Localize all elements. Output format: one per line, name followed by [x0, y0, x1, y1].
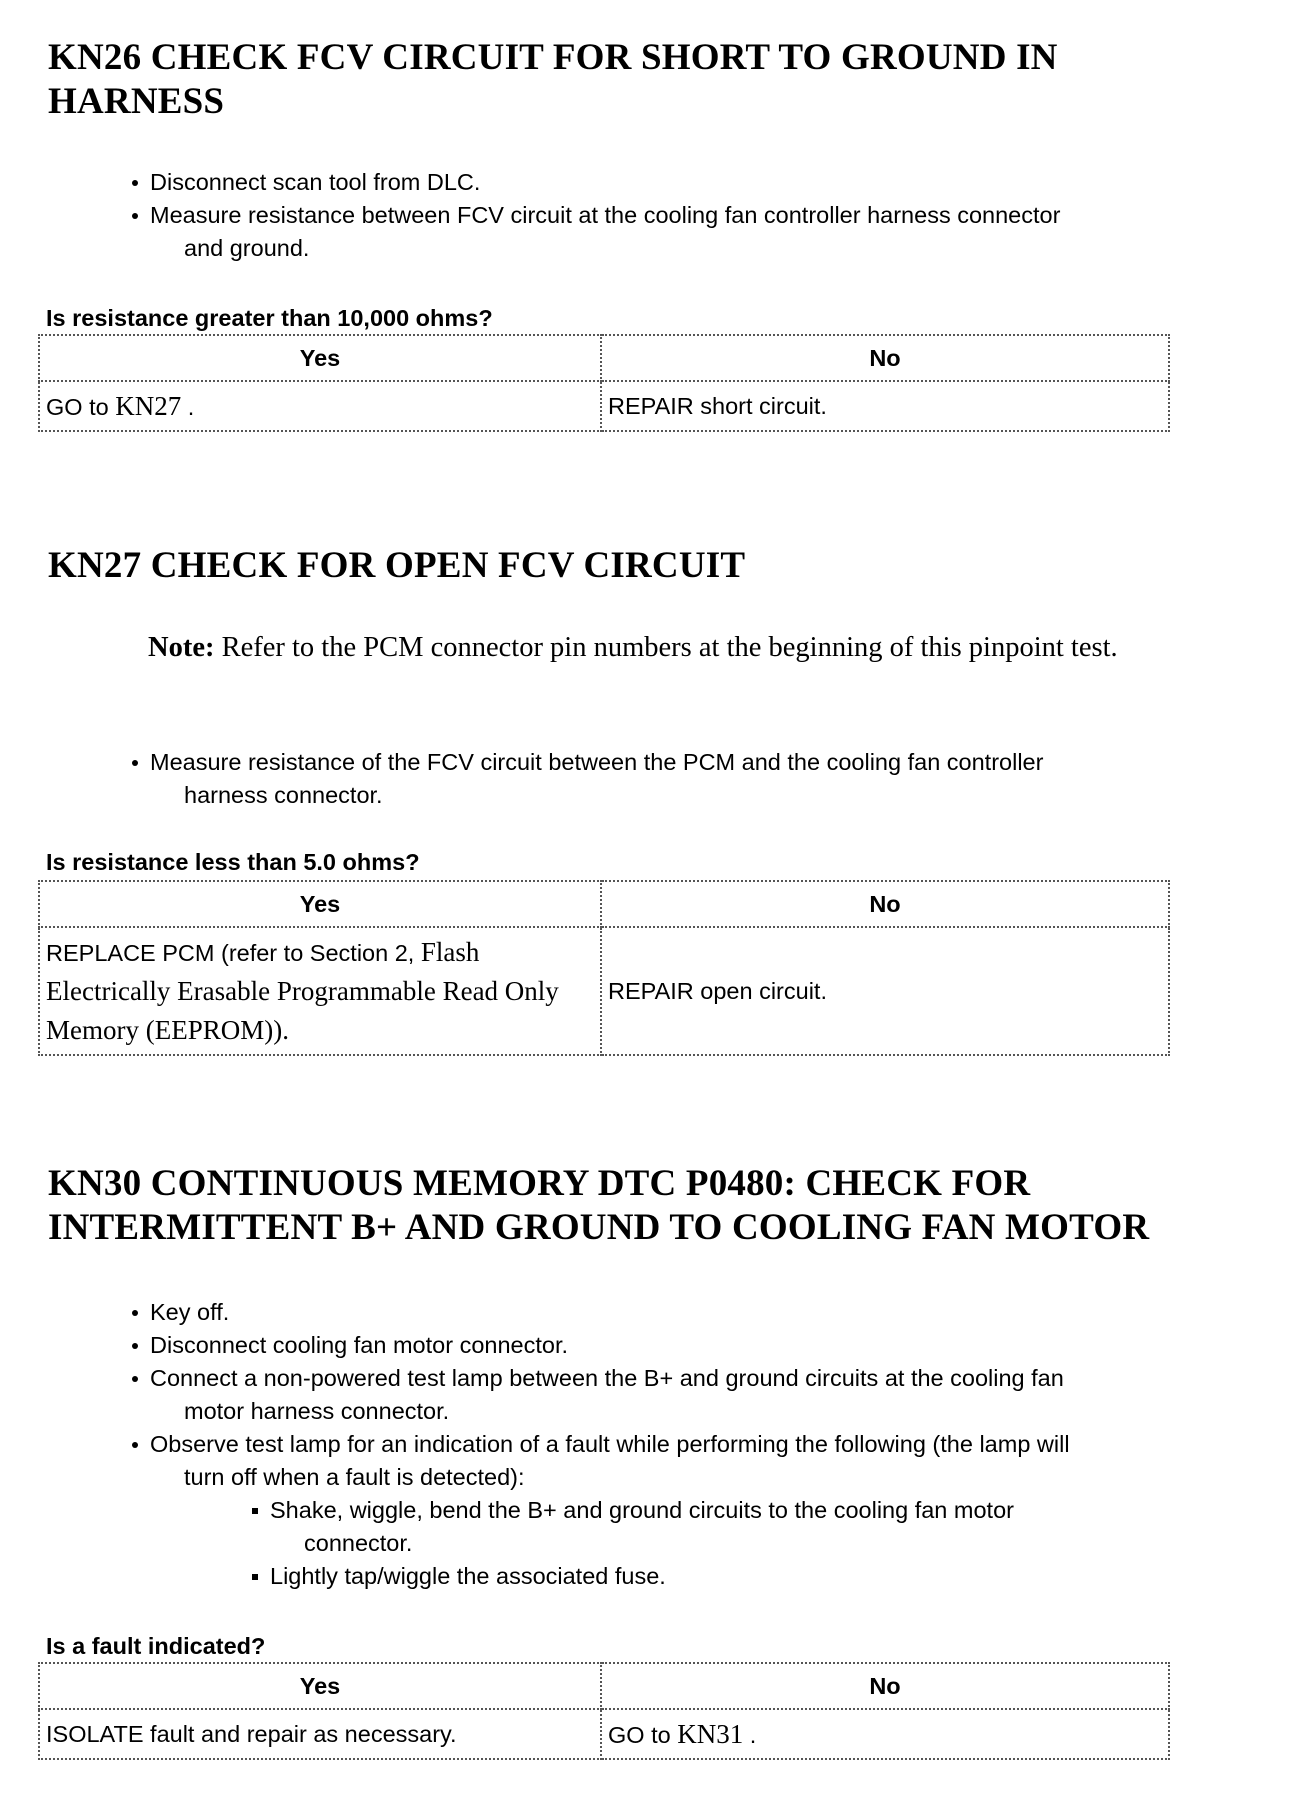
kn27-link[interactable]: KN27 — [115, 390, 182, 421]
kn27-note: Note: Refer to the PCM connector pin numbers at the beginning of this pinpoint test. — [148, 632, 1118, 663]
kn27-steps — [128, 746, 1228, 812]
kn30-sub-steps — [150, 1494, 1278, 1593]
no-cell: REPAIR open circuit. — [601, 927, 1169, 1055]
kn26-table — [38, 334, 1170, 432]
yes-header: Yes — [39, 881, 601, 927]
table-row — [39, 927, 1169, 1055]
no-cell: GO to KN31 . — [601, 1709, 1169, 1759]
kn27-question: Is resistance less than 5.0 ohms? — [46, 849, 420, 875]
no-header: No — [601, 1663, 1169, 1709]
kn30-table — [38, 1662, 1170, 1760]
list-item: Measure resistance between FCV circuit at the cooling fan controller harness connector and ground. — [128, 199, 1228, 265]
no-header: No — [601, 881, 1169, 927]
kn26-heading: KN26 CHECK FCV CIRCUIT FOR SHORT TO GROUND IN HARNESS — [48, 37, 1058, 122]
no-header: No — [601, 335, 1169, 381]
list-item: Shake, wiggle, bend the B+ and ground circuits to the cooling fan motor connector. — [248, 1494, 1278, 1560]
kn26-question: Is resistance greater than 10,000 ohms? — [46, 305, 493, 331]
kn26-steps — [128, 166, 1228, 265]
kn27-table — [38, 880, 1170, 1056]
no-cell: REPAIR short circuit. — [601, 381, 1169, 431]
yes-header: Yes — [39, 1663, 601, 1709]
list-item: Connect a non-powered test lamp between the B+ and ground circuits at the cooling fan motor harness connector. — [128, 1362, 1278, 1428]
kn30-heading: KN30 CONTINUOUS MEMORY DTC P0480: CHECK FOR INTERMITTENT B+ AND GROUND TO COOLING FAN MOTOR — [48, 1163, 1150, 1248]
yes-header: Yes — [39, 335, 601, 381]
list-item: Lightly tap/wiggle the associated fuse. — [248, 1560, 1278, 1593]
yes-cell: ISOLATE fault and repair as necessary. — [39, 1709, 601, 1759]
kn30-question: Is a fault indicated? — [46, 1633, 266, 1659]
yes-cell: GO to KN27 . — [39, 381, 601, 431]
list-item: Disconnect scan tool from DLC. — [128, 166, 1228, 199]
kn30-steps — [128, 1296, 1278, 1593]
list-item: Key off. — [128, 1296, 1278, 1329]
yes-cell: REPLACE PCM (refer to Section 2, Flash Electrically Erasable Programmable Read Only Memory (EEPROM)). — [39, 927, 601, 1055]
table-row — [39, 1709, 1169, 1759]
table-header-row — [39, 1663, 1169, 1709]
kn31-link[interactable]: KN31 — [677, 1718, 744, 1749]
note-label: Note: — [148, 632, 215, 663]
table-row — [39, 381, 1169, 431]
table-header-row — [39, 335, 1169, 381]
flash-eeprom-link[interactable]: Flash Electrically Erasable Programmable Read Only Memory (EEPROM)). — [46, 936, 559, 1045]
table-header-row — [39, 881, 1169, 927]
list-item: Observe test lamp for an indication of a fault while performing the following (the lamp will turn off when a fault is detected): Shake, wiggle, bend the B+ and ground circuits to the cooling fan motor connector. Lightly tap/wiggle the associated fuse. — [128, 1428, 1278, 1593]
kn27-heading: KN27 CHECK FOR OPEN FCV CIRCUIT — [48, 545, 746, 586]
list-item: Measure resistance of the FCV circuit between the PCM and the cooling fan controller harness connector. — [128, 746, 1228, 812]
list-item: Disconnect cooling fan motor connector. — [128, 1329, 1278, 1362]
